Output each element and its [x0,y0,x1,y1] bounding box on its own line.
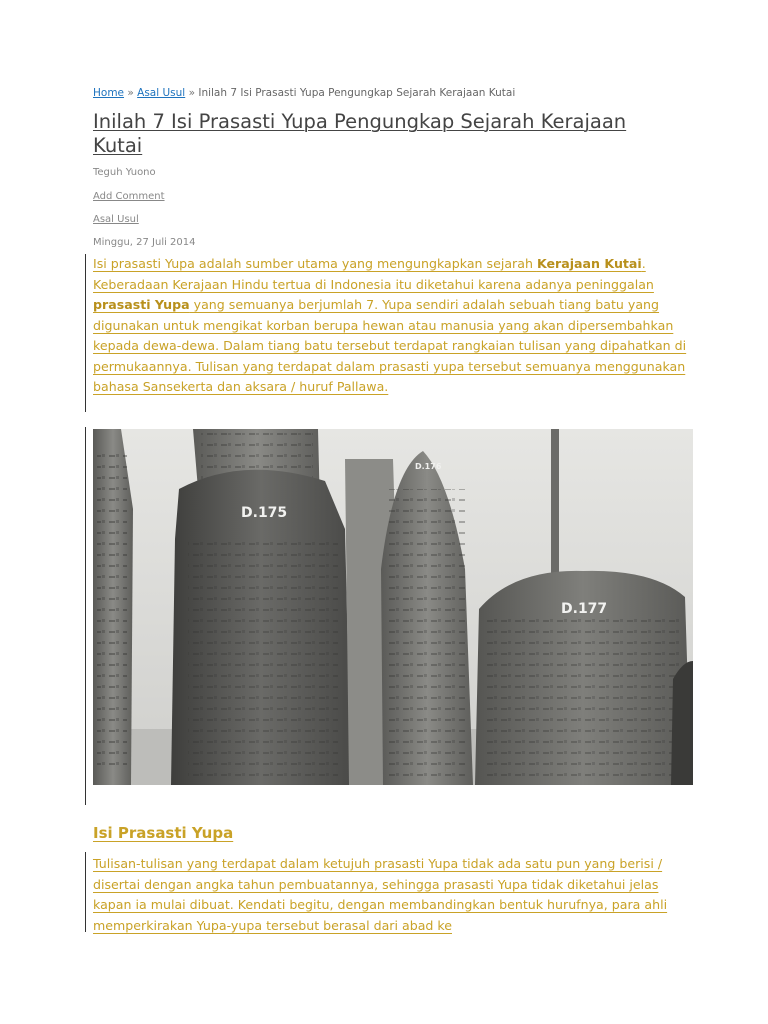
breadcrumb-separator: » [188,87,195,99]
intro-text-1: Isi prasasti Yupa adalah sumber utama yang mengungkapkan sejarah [93,256,537,271]
stone-label-d177: D.177 [561,601,608,617]
post-author: Teguh Yuono [93,167,156,178]
intro-text-3: yang semuanya berjumlah 7. Yupa sendiri adalah sebuah tiang batu yang digunakan untuk mengikat korban berupa hewan atau manusia yang akan dipersembahkan kepada dewa-dewa. Dalam tiang batu tersebut terdapat rangkaian tulisan yang dipahatkan di permukaannya. Tulisan yang terdapat dalam prasasti yupa tersebut semuanya menggunakan bahasa Sansekerta dan aksara / huruf Pallawa. [93,297,687,394]
intro-paragraph [93,254,693,398]
breadcrumb-current: Inilah 7 Isi Prasasti Yupa Pengungkap Sejarah Kerajaan Kutai [198,87,516,99]
yupa-inscription-photo [93,429,693,785]
intro-text-2: . Keberadaan Kerajaan Hindu tertua di Indonesia itu diketahui karena adanya peninggalan [93,256,654,292]
breadcrumb-home-link[interactable]: Home [93,87,125,99]
add-comment-link[interactable]: Add Comment [93,191,165,202]
section-heading: Isi Prasasti Yupa [93,824,234,842]
stone-label-d175: D.175 [241,505,288,521]
kerajaan-kutai-link[interactable]: Kerajaan Kutai [536,256,642,271]
breadcrumb [93,87,515,99]
section-paragraph [93,854,693,936]
photo-border [85,427,86,805]
prasasti-yupa-link[interactable]: prasasti Yupa [93,297,190,312]
stone-label-d176: D.176 [415,462,442,471]
breadcrumb-category-link[interactable]: Asal Usul [137,87,186,99]
section-border [85,852,86,932]
breadcrumb-separator: » [127,87,134,99]
intro-border [85,254,86,412]
post-date: Minggu, 27 Juli 2014 [93,237,196,248]
page-title[interactable]: Inilah 7 Isi Prasasti Yupa Pengungkap Sejarah Kerajaan Kutai [93,110,627,157]
section-text: Tulisan-tulisan yang terdapat dalam ketujuh prasasti Yupa tidak ada satu pun yang berisi / disertai dengan angka tahun pembuatannya, sehingga prasasti Yupa tidak diketahui jelas kapan ia mulai dibuat. Kendati begitu, dengan membandingkan bentuk hurufnya, para ahli memperkirakan Yupa-yupa tersebut berasal dari abad ke [93,856,668,933]
post-category-link[interactable]: Asal Usul [93,214,139,225]
yupa-stones-image [93,429,693,785]
